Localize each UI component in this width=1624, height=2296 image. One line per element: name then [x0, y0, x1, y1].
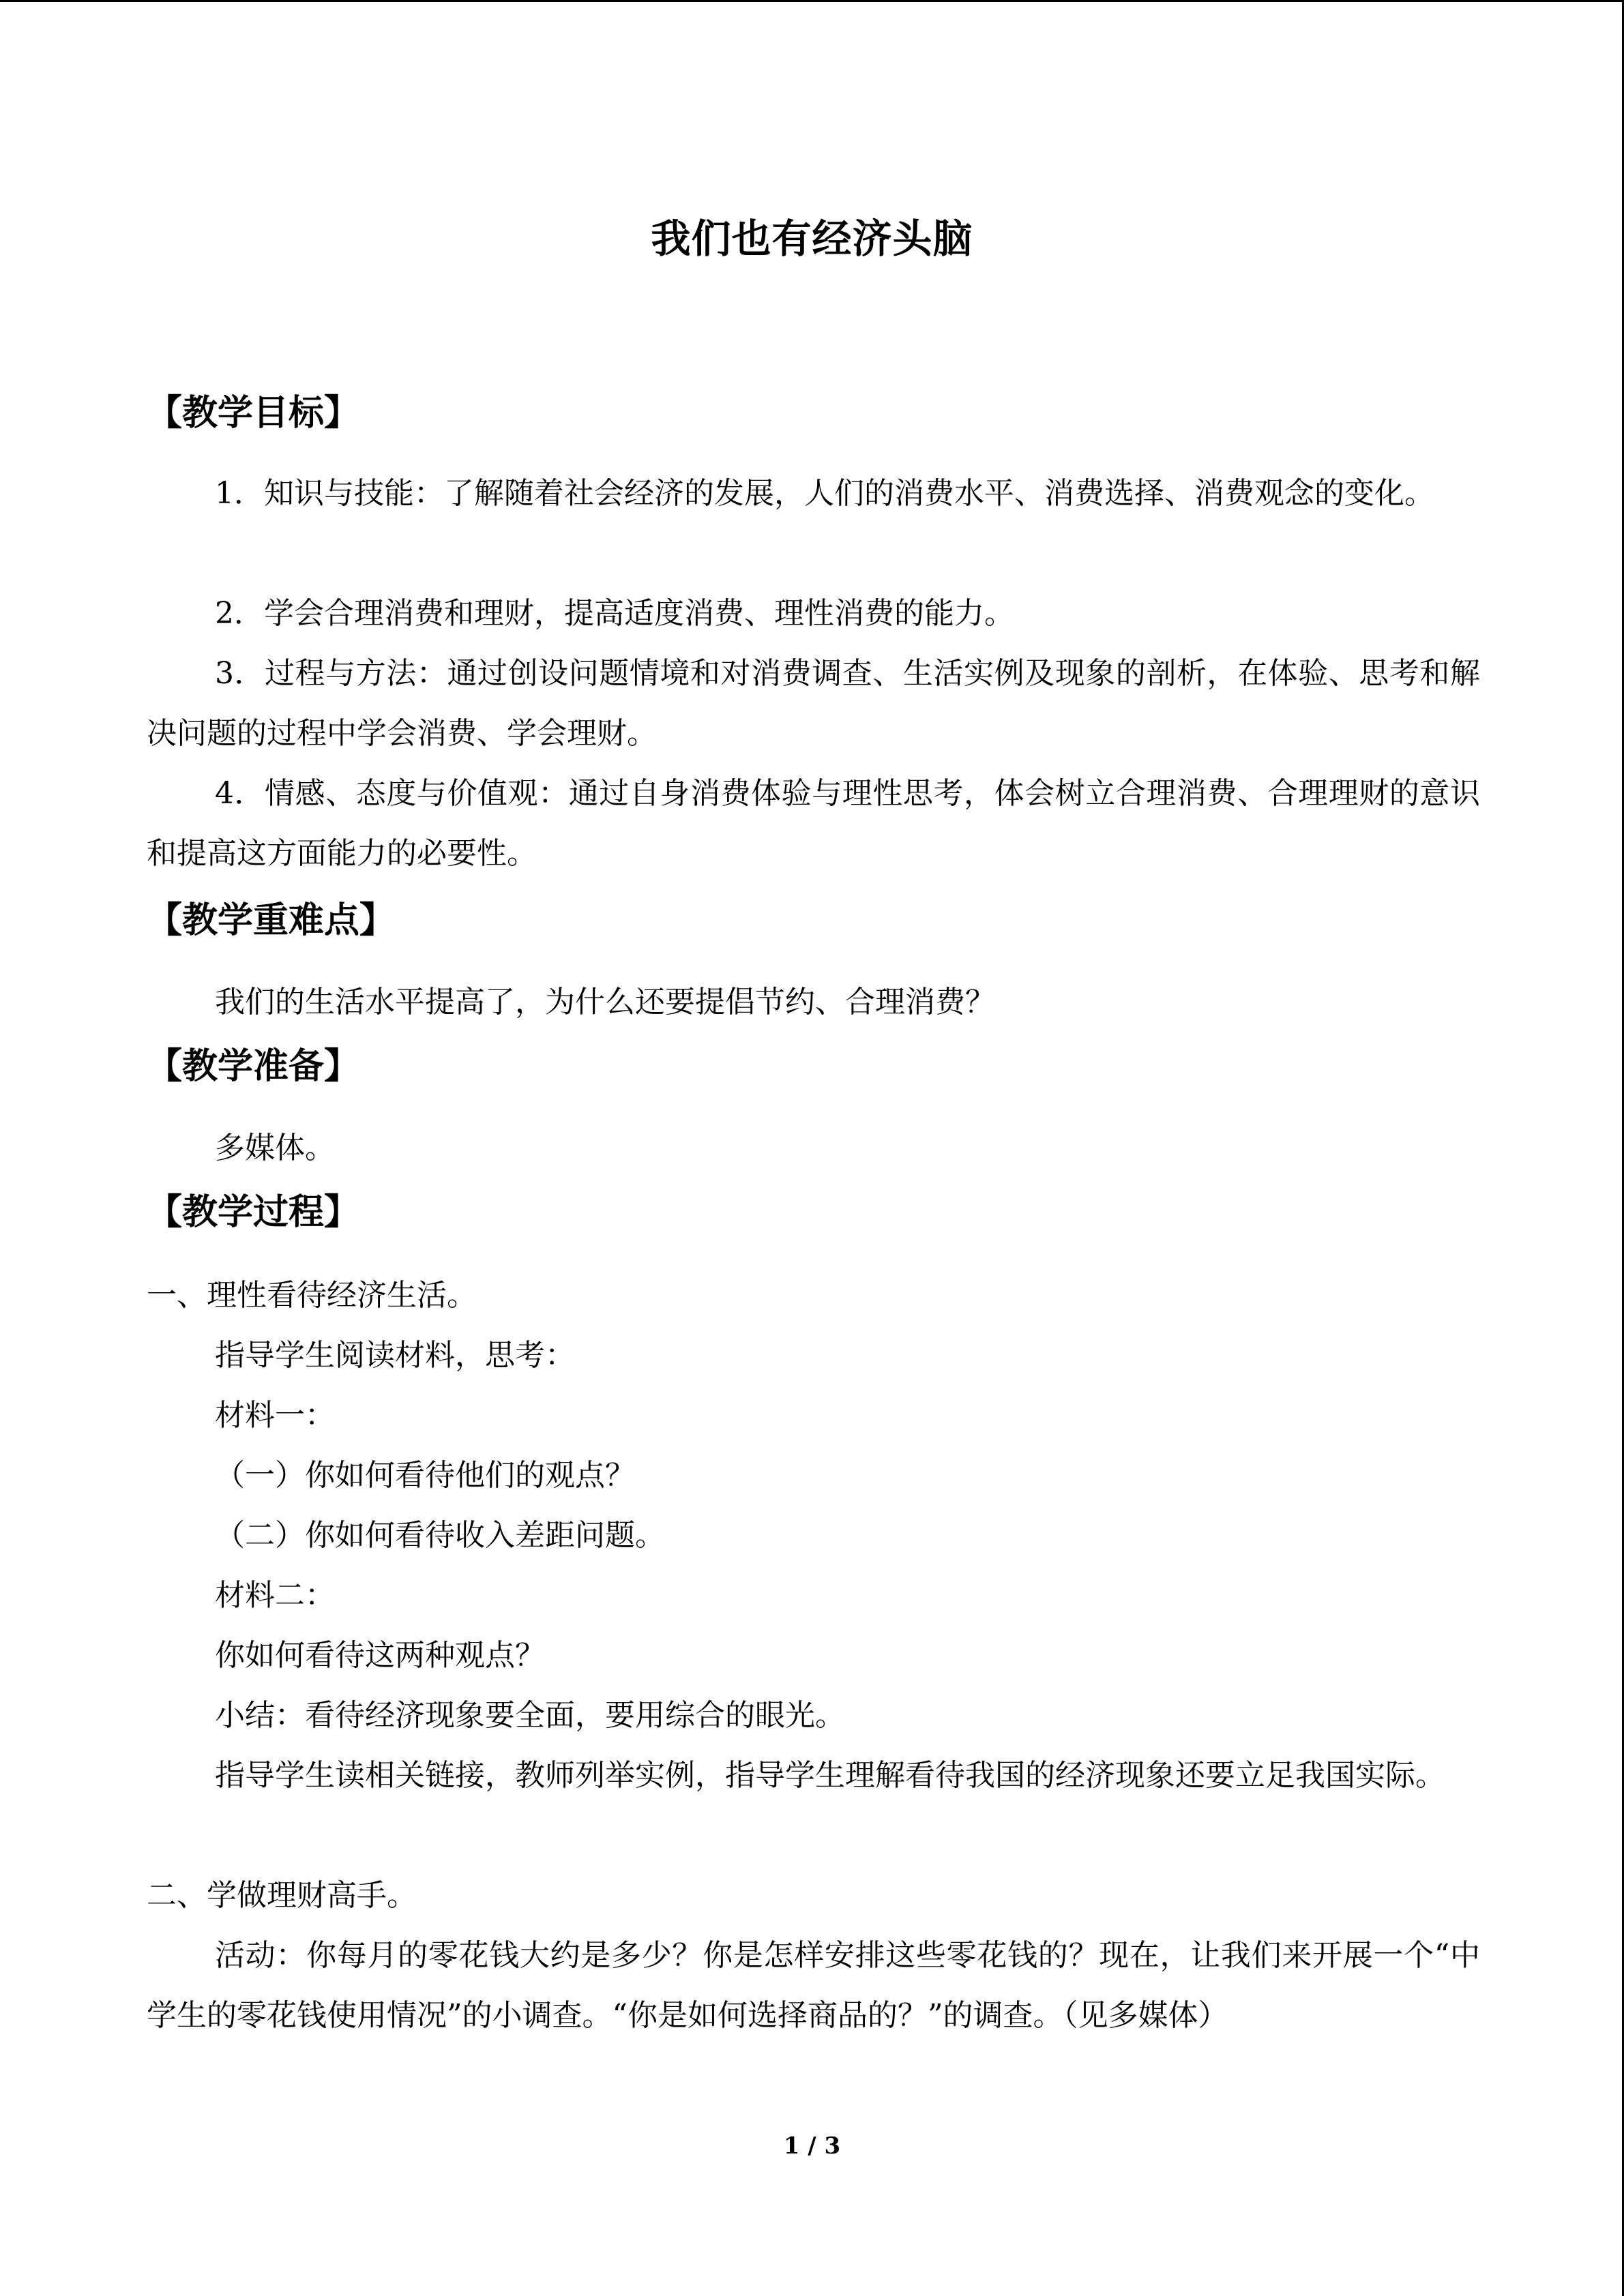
key-points-text: 我们的生活水平提高了，为什么还要提倡节约、合理消费？	[215, 985, 995, 1019]
section-heading-preparation: 【教学准备】	[147, 1046, 360, 1087]
goal-item-3: 3．过程与方法：通过创设问题情境和对消费调查、生活实例及现象的剖析，在体验、思考和解决问题的过程中学会消费、学会理财。	[147, 656, 1480, 751]
section-heading-goals: 【教学目标】	[147, 393, 360, 434]
process-question-3: 你如何看待这两种观点？	[215, 1638, 545, 1673]
section-heading-process: 【教学过程】	[147, 1192, 360, 1233]
process-material1: 材料一：	[215, 1398, 335, 1433]
goal-item-2: 2．学会合理消费和理财，提高适度消费、理性消费的能力。	[215, 596, 1014, 631]
process-material2: 材料二：	[215, 1578, 335, 1613]
preparation-text: 多媒体。	[215, 1131, 335, 1165]
process-question-1: （一）你如何看待他们的观点？	[215, 1458, 635, 1493]
top-border-line	[0, 0, 1624, 2]
process-link-text: 指导学生读相关链接，教师列举实例，指导学生理解看待我国的经济现象还要立足我国实际。	[215, 1758, 1445, 1793]
page-title: 我们也有经济头脑	[651, 215, 973, 262]
process-guide: 指导学生阅读材料，思考：	[215, 1338, 575, 1373]
goal-item-4: 4．情感、态度与价值观：通过自身消费体验与理性思考，体会树立合理消费、合理理财的意识和提高这方面能力的必要性。	[147, 776, 1480, 871]
section-heading-key-points: 【教学重难点】	[147, 900, 396, 941]
process-summary: 小结：看待经济现象要全面，要用综合的眼光。	[215, 1698, 845, 1733]
process-question-2: （二）你如何看待收入差距问题。	[215, 1518, 665, 1553]
process-activity: 活动：你每月的零花钱大约是多少？你是怎样安排这些零花钱的？现在，让我们来开展一个“中学生的零花钱使用情况”的小调查。“你是如何选择商品的？”的调查。（见多媒体）	[147, 1938, 1480, 2033]
page-number: 1 / 3	[783, 2132, 841, 2160]
process-part2-title: 二、学做理财高手。	[147, 1878, 417, 1913]
goal-item-1: 1．知识与技能：了解随着社会经济的发展，人们的消费水平、消费选择、消费观念的变化。	[215, 476, 1434, 511]
process-part1-title: 一、理性看待经济生活。	[147, 1278, 477, 1313]
